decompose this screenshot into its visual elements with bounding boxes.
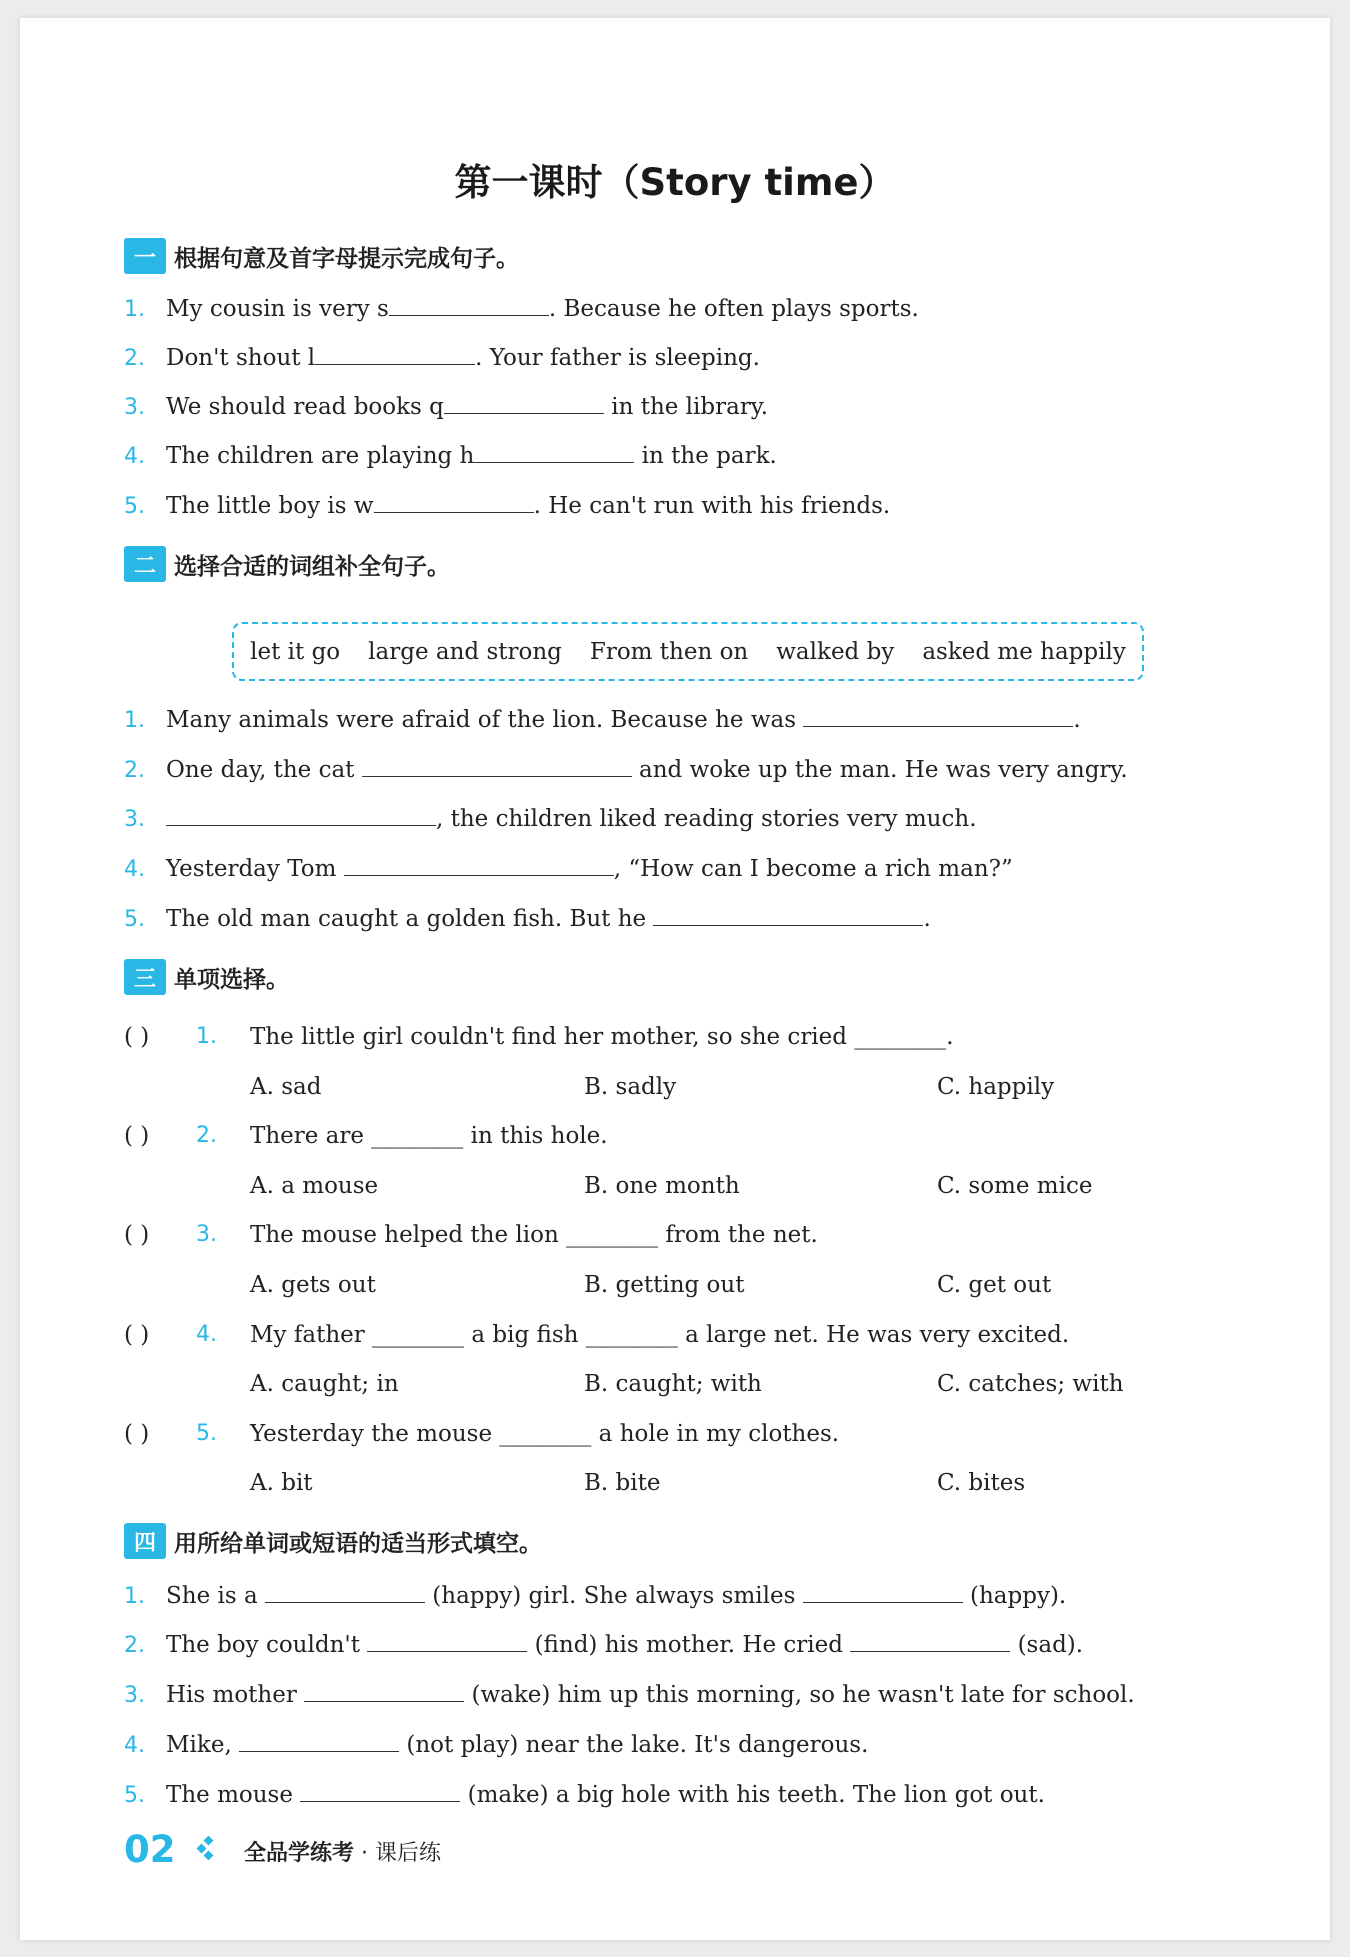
word-bank: [232, 622, 1144, 681]
s1-item-1: [124, 293, 919, 323]
answer-blank[interactable]: [300, 1779, 460, 1802]
item-text: (not play) near the lake. It's dangerous.: [399, 1732, 869, 1758]
item-text: She is a: [166, 1583, 265, 1609]
brand-name: 全品学练考: [244, 1841, 355, 1866]
option-a[interactable]: A. a mouse: [250, 1173, 379, 1199]
page-number: 02: [124, 1828, 176, 1871]
item-number: 4.: [124, 857, 145, 882]
s2-item-3: [124, 803, 977, 833]
question-text: There are ________ in this hole.: [250, 1123, 608, 1149]
section2-header: [124, 546, 450, 582]
s1-item-4: [124, 440, 777, 470]
section3-header: [124, 959, 289, 995]
s2-item-4: [124, 853, 1013, 883]
section1-heading: 根据句意及首字母提示完成句子。: [174, 245, 519, 272]
item-text: Many animals were afraid of the lion. Because he was: [166, 707, 804, 733]
option-c[interactable]: C. catches; with: [937, 1371, 1124, 1397]
option-c[interactable]: C. get out: [937, 1272, 1052, 1298]
item-text: Don't shout l: [166, 345, 316, 371]
answer-parentheses[interactable]: ( ): [124, 1024, 150, 1050]
option-a[interactable]: A. sad: [250, 1074, 322, 1100]
section1-header: [124, 238, 519, 274]
item-text: . Your father is sleeping.: [475, 345, 760, 371]
item-number: 3.: [124, 1683, 145, 1708]
item-text: and woke up the man. He was very angry.: [631, 757, 1128, 783]
question-number: 2.: [196, 1123, 217, 1148]
footer-brand: [244, 1836, 441, 1867]
answer-blank[interactable]: [653, 903, 923, 926]
page-title: 第一课时（Story time）: [454, 161, 896, 204]
word-bank-item: let it go: [250, 638, 341, 665]
answer-blank[interactable]: [803, 704, 1073, 727]
item-number: 2.: [124, 758, 145, 783]
item-text: The children are playing h: [166, 443, 475, 469]
section1-badge: 一: [124, 238, 166, 274]
option-a[interactable]: A. gets out: [250, 1272, 376, 1298]
diamond-cluster-icon: [196, 1836, 220, 1860]
section3-badge: 三: [124, 959, 166, 995]
option-b[interactable]: B. caught; with: [584, 1371, 762, 1397]
section2-heading: 选择合适的词组补全句子。: [174, 553, 450, 580]
option-b[interactable]: B. one month: [584, 1173, 740, 1199]
item-text: The mouse: [166, 1782, 301, 1808]
item-number: 5.: [124, 907, 145, 932]
item-text: (happy) girl. She always smiles: [425, 1583, 803, 1609]
answer-parentheses[interactable]: ( ): [124, 1322, 150, 1348]
option-a[interactable]: A. bit: [250, 1470, 313, 1496]
question-text: The little girl couldn't find her mother, so she cried ________.: [250, 1024, 954, 1050]
word-bank-item: asked me happily: [922, 638, 1126, 665]
item-number: 5.: [124, 1783, 145, 1808]
item-text: The old man caught a golden fish. But he: [166, 906, 654, 932]
answer-blank[interactable]: [304, 1679, 464, 1702]
item-number: 5.: [124, 494, 145, 519]
option-a[interactable]: A. caught; in: [250, 1371, 399, 1397]
item-text: (sad).: [1010, 1632, 1084, 1658]
item-text: The little boy is w: [166, 493, 374, 519]
answer-parentheses[interactable]: ( ): [124, 1222, 150, 1248]
question-number: 4.: [196, 1322, 217, 1347]
section2-badge: 二: [124, 546, 166, 582]
item-text: Mike,: [166, 1732, 240, 1758]
item-number: 3.: [124, 395, 145, 420]
answer-blank[interactable]: [474, 440, 634, 463]
s4-item-3: [124, 1679, 1135, 1709]
s2-item-5: [124, 903, 931, 933]
item-text: His mother: [166, 1682, 305, 1708]
option-c[interactable]: C. bites: [937, 1470, 1026, 1496]
item-text: . He can't run with his friends.: [533, 493, 891, 519]
answer-parentheses[interactable]: ( ): [124, 1123, 150, 1149]
answer-blank[interactable]: [367, 1629, 527, 1652]
item-text: .: [923, 906, 931, 932]
question-text: Yesterday the mouse ________ a hole in my clothes.: [250, 1421, 840, 1447]
answer-blank[interactable]: [389, 293, 549, 316]
item-text: in the park.: [634, 443, 777, 469]
footer-subtitle: 课后练: [375, 1841, 442, 1866]
option-b[interactable]: B. bite: [584, 1470, 661, 1496]
option-c[interactable]: C. happily: [937, 1074, 1055, 1100]
item-text: One day, the cat: [166, 757, 362, 783]
item-number: 4.: [124, 444, 145, 469]
section4-header: [124, 1523, 542, 1559]
question-number: 1.: [196, 1024, 217, 1049]
s2-item-1: [124, 704, 1081, 734]
s1-item-2: [124, 342, 760, 372]
word-bank-item: walked by: [776, 638, 895, 665]
answer-blank[interactable]: [344, 853, 614, 876]
s4-item-5: [124, 1779, 1045, 1809]
item-text: . Because he often plays sports.: [548, 296, 919, 322]
item-number: 1.: [124, 297, 145, 322]
section4-heading: 用所给单词或短语的适当形式填空。: [174, 1530, 542, 1557]
answer-blank[interactable]: [374, 490, 534, 513]
answer-blank[interactable]: [850, 1629, 1010, 1652]
s4-item-1: [124, 1580, 1066, 1610]
item-text: in the library.: [603, 394, 769, 420]
option-b[interactable]: B. sadly: [584, 1074, 677, 1100]
item-text: (wake) him up this morning, so he wasn't late for school.: [464, 1682, 1135, 1708]
section4-badge: 四: [124, 1523, 166, 1559]
s1-item-3: [124, 391, 768, 421]
answer-blank[interactable]: [362, 754, 632, 777]
question-number: 3.: [196, 1222, 217, 1247]
item-text: Yesterday Tom: [166, 856, 344, 882]
word-bank-item: large and strong: [368, 638, 562, 665]
question-text: The mouse helped the lion ________ from the net.: [250, 1222, 818, 1248]
item-text: (make) a big hole with his teeth. The lion got out.: [460, 1782, 1045, 1808]
item-number: 1.: [124, 708, 145, 733]
answer-blank[interactable]: [166, 803, 436, 826]
answer-parentheses[interactable]: ( ): [124, 1421, 150, 1447]
answer-blank[interactable]: [803, 1580, 963, 1603]
item-number: 2.: [124, 1633, 145, 1658]
item-text: .: [1073, 707, 1081, 733]
item-number: 2.: [124, 346, 145, 371]
answer-blank[interactable]: [444, 391, 604, 414]
item-text: We should read books q: [166, 394, 444, 420]
option-b[interactable]: B. getting out: [584, 1272, 745, 1298]
answer-blank[interactable]: [315, 342, 475, 365]
item-text: (find) his mother. He cried: [527, 1632, 851, 1658]
item-text: , the children liked reading stories very much.: [436, 806, 977, 832]
item-number: 1.: [124, 1584, 145, 1609]
s2-item-2: [124, 754, 1128, 784]
item-text: My cousin is very s: [166, 296, 389, 322]
question-text: My father ________ a big fish ________ a large net. He was very excited.: [250, 1322, 1070, 1348]
item-text: , “How can I become a rich man?”: [613, 856, 1013, 882]
answer-blank[interactable]: [265, 1580, 425, 1603]
item-number: 4.: [124, 1733, 145, 1758]
word-bank-item: From then on: [589, 638, 749, 665]
s1-item-5: [124, 490, 890, 520]
item-text: The boy couldn't: [166, 1632, 368, 1658]
s4-item-4: [124, 1729, 868, 1759]
s4-item-2: [124, 1629, 1083, 1659]
question-number: 5.: [196, 1421, 217, 1446]
item-text: (happy).: [962, 1583, 1067, 1609]
section3-heading: 单项选择。: [174, 966, 289, 993]
brand-separator: ·: [354, 1841, 375, 1866]
item-number: 3.: [124, 807, 145, 832]
answer-blank[interactable]: [239, 1729, 399, 1752]
option-c[interactable]: C. some mice: [937, 1173, 1093, 1199]
